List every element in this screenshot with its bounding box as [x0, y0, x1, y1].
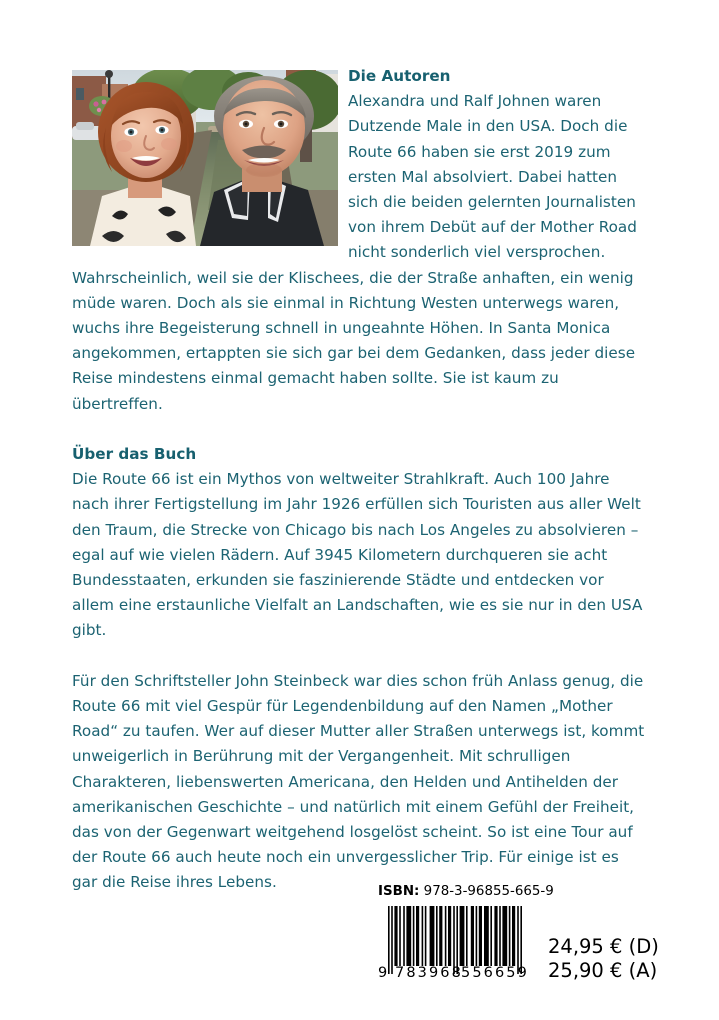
price-germany: 24,95 € (D) — [548, 935, 659, 958]
barcode-digit-group-2: 556659 — [461, 965, 529, 981]
ean13-barcode — [378, 904, 530, 985]
barcode-digit-group-0: 9 — [378, 965, 388, 981]
book-body-text-1: Die Route 66 ist ein Mythos von weltweiter Strahlkraft. Auch 100 Jahre nach ihrer Fertigstellung im Jahr 1926 erfüllen sich Touristen aus aller Welt den Traum, die Strecke von Chicago bis nach Los Angeles zu absolvieren – egal auf wie vielen Rädern. Auf 3945 Kilometern durchqueren sie acht Bundesstaaten, erkunden sie faszinierende Städte und entdecken vor allem eine erstaunliche Vielfalt an Landschaften, wie es sie nur in den USA gibt. — [72, 470, 643, 640]
price-austria: 25,90 € (A) — [548, 959, 658, 982]
book-heading: Über das Buch — [72, 445, 197, 464]
photo-float-spacer — [72, 64, 348, 254]
isbn-line — [378, 884, 678, 900]
isbn-number: 978-3-96855-665-9 — [423, 884, 554, 899]
barcode-row — [378, 904, 678, 985]
paragraph-gap-2 — [72, 644, 648, 669]
back-cover-copy — [72, 64, 648, 896]
barcode-human-readable — [378, 965, 530, 985]
barcode-digit-group-1: 783968 — [395, 965, 463, 981]
authors-heading: Die Autoren — [348, 67, 451, 85]
price-block — [548, 935, 659, 985]
book-paragraph-2: Für den Schriftsteller John Steinbeck war dies schon früh Anlass genug, die Route 66 mit viel Gespür für Legendenbildung auf den Namen „Mother Road“ zu taufen. Wer auf dieser Mutter aller Straßen unterwegs ist, kommt unweigerlich in Berührung mit der Vergangenheit. Mit schrulligen Charakteren, liebenswerten Americana, den Helden und Antihelden der amerikanischen Geschichte – und natürlich mit einem Gefühl der Freiheit, das von der Gegenwart weitgehend losgelöst scheint. So ist eine Tour auf der Route 66 auch heute noch ein unvergesslicher Trip. Für einige ist es gar die Reise ihres Lebens. — [72, 671, 645, 892]
authors-body-text: Alexandra und Ralf Johnen waren Dutzende Male in den USA. Doch die Route 66 haben sie erst 2019 zum ersten Mal absolviert. Dabei hatten sich die beiden gelernten Journalisten von ihrem Debüt auf der Mother Road nicht sonderlich viel versprochen. Wahrscheinlich, weil sie der Klischees, die der Straße anhaften, ein wenig müde waren. Doch als sie einmal in Richtung Westen unterwegs waren, wuchs ihre Begeisterung schnell in ungeahnte Höhen. In Santa Monica angekommen, ertappten sie sich gar bei dem Gedanken, dass jeder diese Reise mindestens einmal gemacht haben sollte. Sie ist kaum zu übertreffen. — [72, 92, 637, 413]
paragraph-gap-1 — [72, 417, 648, 442]
book-paragraph-1 — [72, 442, 648, 644]
isbn-label: ISBN: — [378, 884, 420, 899]
isbn-barcode-block — [378, 884, 678, 985]
